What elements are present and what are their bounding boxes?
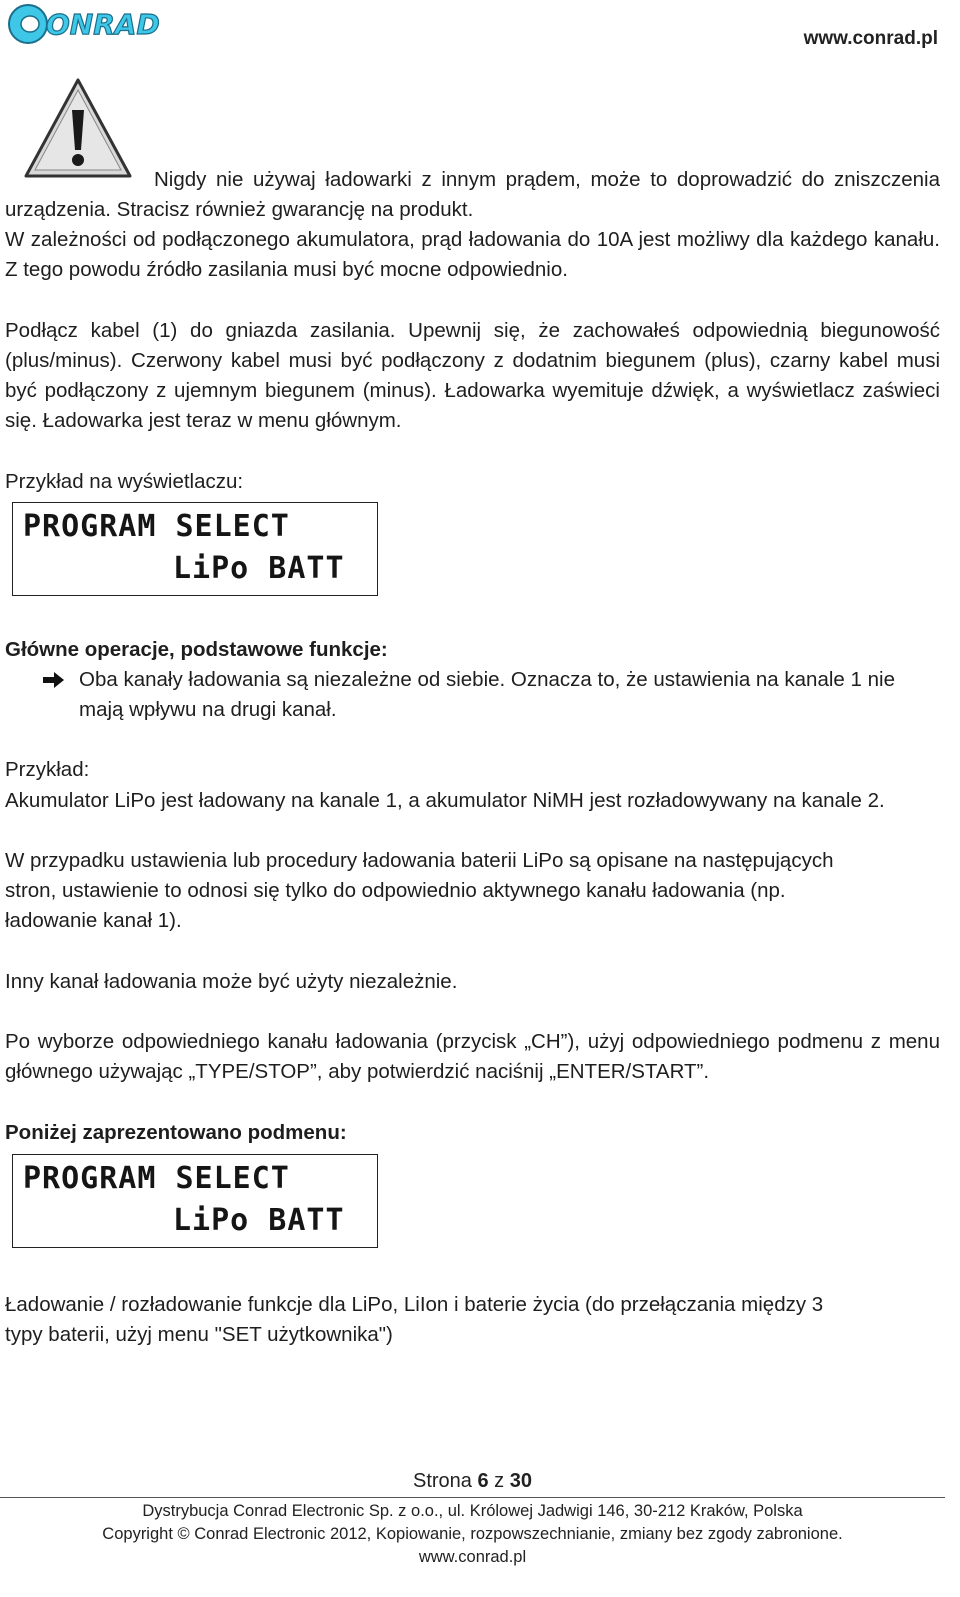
arrow-right-icon xyxy=(42,670,66,690)
display-example-label: Przykład na wyświetlaczu: xyxy=(5,470,244,493)
power-supply-paragraph: W zależności od podłączonego akumulatora, prąd ładowania do 10A jest możliwy dla każdego kanału. Z tego powodu źródło zasilania musi być mocne odpowiednio. xyxy=(5,228,940,281)
footer-distribution: Dystrybucja Conrad Electronic Sp. z o.o., ul. Królowej Jadwigi 146, 30-212 Kraków, Polska xyxy=(142,1502,803,1520)
charging-functions-line-1: Ładowanie / rozładowanie funkcje dla LiPo, LiIon i baterie życia (do przełączania między 3 xyxy=(5,1293,824,1316)
lcd-line-2: LiPo BATT xyxy=(173,1203,345,1238)
submenu-heading: Poniżej zaprezentowano podmenu: xyxy=(5,1121,347,1144)
lcd-display-example xyxy=(12,502,378,596)
bullet-independent-channels: Oba kanały ładowania są niezależne od siebie. Oznacza to, że ustawienia na kanale 1 nie mają wpływu na drugi kanał. xyxy=(79,668,895,721)
footer-url: www.conrad.pl xyxy=(418,1548,527,1566)
warning-paragraph: Nigdy nie używaj ładowarki z innym prądem, może to doprowadzić do zniszczenia urządzenia. Stracisz również gwarancję na produkt. xyxy=(5,168,940,221)
example-text: Akumulator LiPo jest ładowany na kanale 1, a akumulator NiMH jest rozładowywany na kanale 2. xyxy=(5,789,885,812)
page-sep: z xyxy=(488,1470,510,1492)
charging-functions-line-2: typy baterii, użyj menu "SET użytkownika") xyxy=(5,1323,393,1346)
site-url: www.conrad.pl xyxy=(803,28,938,49)
lipo-procedure-line-1: W przypadku ustawienia lub procedury ładowania baterii LiPo są opisane na następujących xyxy=(5,849,834,872)
lipo-procedure-line-2: stron, ustawienie to odnosi się tylko do odpowiednio aktywnego kanału ładowania (np. xyxy=(5,879,786,902)
svg-text:ONRAD: ONRAD xyxy=(46,8,160,41)
example-label: Przykład: xyxy=(5,758,90,781)
page-number xyxy=(0,1470,945,1493)
conrad-logo xyxy=(6,2,162,46)
footer-divider xyxy=(0,1497,945,1498)
page-current: 6 xyxy=(477,1470,489,1492)
lcd-line-2: LiPo BATT xyxy=(173,551,345,586)
submenu-selection-paragraph: Po wyborze odpowiedniego kanału ładowania (przycisk „CH”), użyj odpowiedniego podmenu z menu głównego używając „TYPE/STOP”, aby potwierdzić naciśnij „ENTER/START”. xyxy=(5,1030,940,1083)
page-total: 30 xyxy=(509,1470,532,1492)
footer-copyright: Copyright © Conrad Electronic 2012, Kopiowanie, rozpowszechnianie, zmiany bez zgody zabronione. xyxy=(102,1525,843,1543)
lcd-line-1: PROGRAM SELECT xyxy=(23,1161,290,1196)
lcd-line-1: PROGRAM SELECT xyxy=(23,509,290,544)
lcd-submenu-display xyxy=(12,1154,378,1248)
other-channel-paragraph: Inny kanał ładowania może być użyty niezależnie. xyxy=(5,970,458,993)
page-prefix: Strona xyxy=(413,1470,478,1492)
lipo-procedure-line-3: ładowanie kanał 1). xyxy=(5,909,182,932)
connection-paragraph: Podłącz kabel (1) do gniazda zasilania. Upewnij się, że zachowałeś odpowiednią biegunowość (plus/minus). Czerwony kabel musi być podłączony z dodatnim biegunem (plus), czarny kabel musi być podłączony z ujemnym biegunem (minus). Ładowarka wyemituje dźwięk, a wyświetlacz zaświeci się. Ładowarka jest teraz w menu głównym. xyxy=(5,319,940,432)
main-operations-heading: Główne operacje, podstawowe funkcje: xyxy=(5,638,388,661)
